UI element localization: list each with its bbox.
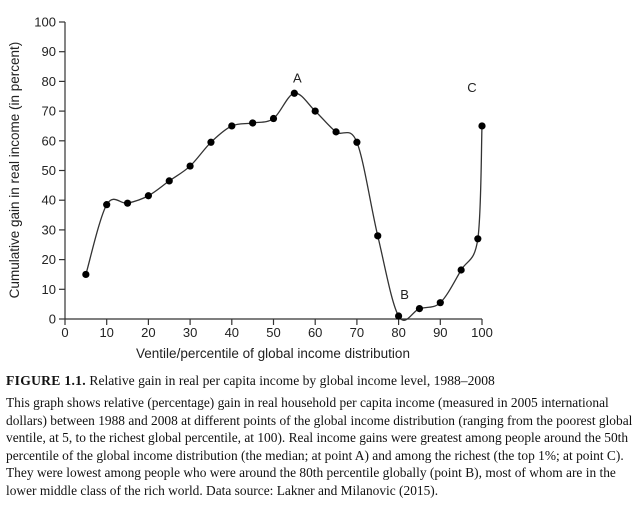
data-point xyxy=(374,232,381,239)
x-tick-label: 90 xyxy=(433,325,448,340)
figure-caption xyxy=(6,371,636,500)
data-point xyxy=(312,108,319,115)
point-label-a: A xyxy=(293,70,302,86)
data-point xyxy=(82,271,89,278)
x-tick-label: 70 xyxy=(349,325,365,340)
data-point xyxy=(103,201,110,208)
x-axis xyxy=(61,319,492,340)
x-tick-label: 60 xyxy=(307,325,323,340)
x-tick-label: 100 xyxy=(471,325,493,340)
y-tick-label: 100 xyxy=(34,14,56,30)
y-tick-label: 70 xyxy=(41,103,56,119)
data-point xyxy=(145,192,152,199)
x-axis-title: Ventile/percentile of global income distribution xyxy=(136,346,410,361)
y-axis-title: Cumulative gain in real income (in percent) xyxy=(7,41,22,299)
x-tick-label: 10 xyxy=(99,325,114,340)
data-point xyxy=(249,119,256,126)
point-label-c: C xyxy=(467,79,477,95)
data-point xyxy=(124,200,131,207)
data-point xyxy=(416,305,423,312)
x-tick-label: 50 xyxy=(266,325,281,340)
y-tick-label: 30 xyxy=(41,222,56,238)
x-tick-label: 40 xyxy=(224,325,240,340)
data-point xyxy=(291,90,298,97)
data-point xyxy=(207,139,214,146)
data-point xyxy=(332,128,339,135)
x-tick-label: 0 xyxy=(61,325,69,340)
y-tick-label: 60 xyxy=(41,133,56,149)
x-tick-label: 80 xyxy=(391,325,406,340)
x-tick-label: 30 xyxy=(182,325,198,340)
y-tick-label: 50 xyxy=(41,163,56,178)
data-point xyxy=(270,115,277,122)
y-axis xyxy=(34,15,65,327)
figure-description: This graph shows relative (percentage) gain in real household per capita income (measured in 2005 international dollars) between 1988 and 2008 at different points of the global income distribution (ranging from the poorest global ventile, at 5, to the richest global percentile, at 100). Real income gains were greatest among people around the 50th percentile of the global income distribution (the median; at point A) and among the richest (the top 1%; at point C). They were lowest among people who were around the 80th percentile globally (point B), most of whom are in the lower middle class of the rich world. Data source: Lakner and Milanovic (2015). xyxy=(6,395,633,498)
data-point xyxy=(187,162,194,169)
data-point xyxy=(166,177,173,184)
data-point xyxy=(474,235,481,242)
figure-label: FIGURE 1.1. xyxy=(6,373,86,388)
y-tick-label: 20 xyxy=(41,252,56,268)
y-tick-label: 40 xyxy=(41,192,56,208)
y-tick-label: 0 xyxy=(48,311,56,327)
data-point xyxy=(478,122,485,129)
point-label-b: B xyxy=(400,287,409,303)
data-point xyxy=(353,139,360,146)
data-point xyxy=(437,299,444,306)
y-tick-label: 80 xyxy=(41,73,56,89)
x-tick-label: 20 xyxy=(141,325,156,340)
y-tick-label: 90 xyxy=(41,44,56,60)
figure-title: Relative gain in real per capita income by global income level, 1988–2008 xyxy=(89,373,495,388)
data-point xyxy=(458,266,465,273)
series-line xyxy=(86,93,482,320)
data-points xyxy=(82,90,485,320)
y-tick-label: 10 xyxy=(41,281,56,297)
data-point xyxy=(395,312,402,319)
data-point xyxy=(228,122,235,129)
figure-title-line xyxy=(6,371,636,391)
